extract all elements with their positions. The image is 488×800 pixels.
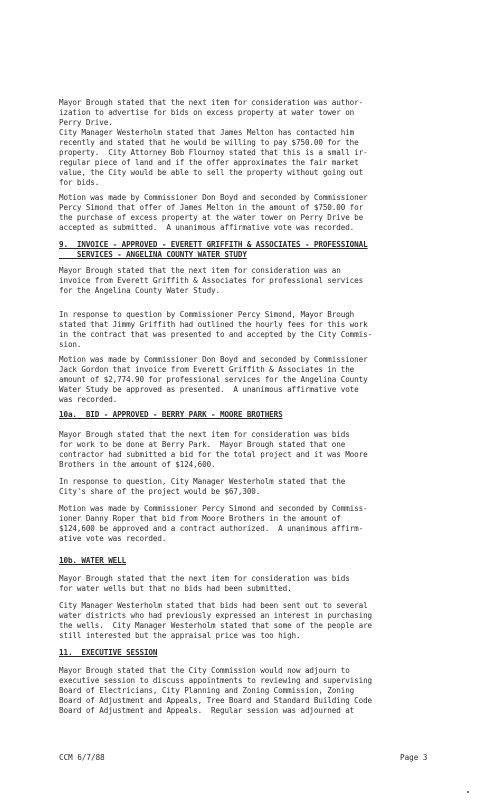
text-line: City Manager Westerholm stated that James Melton has contacted him — [59, 128, 355, 137]
text-line: 11. EXECUTIVE SESSION — [59, 648, 158, 657]
text-line: amount of $2,774.90 for professional services for the Angelina County — [59, 375, 368, 384]
text-line: Mayor Brough stated that the next item for consideration was bids — [59, 430, 350, 439]
text-line: contractor had submitted a bid for the total project and it was Moore — [59, 450, 368, 459]
text-line: for the Angelina County Water Study. — [59, 286, 220, 295]
text-line: property. City Attorney Bob Flournoy stated that this is a small ir- — [59, 148, 368, 157]
text-line: the purchase of excess property at the water tower on Perry Drive be — [59, 213, 364, 222]
text-line: ioner Danny Roper that bid from Moore Brothers in the amount of — [59, 514, 341, 523]
text-line: sion. — [59, 340, 82, 349]
text-line: value, the City would be able to sell the property without going out — [59, 168, 364, 177]
text-line: for water wells but that no bids had been submitted. — [59, 584, 292, 593]
paragraph-advertise-bids — [59, 98, 451, 128]
text-line: In response to question by Commissioner Percy Simond, Mayor Brough — [59, 310, 355, 319]
paragraph-motion-invoice — [59, 355, 451, 405]
scan-speck — [467, 791, 469, 793]
text-line: Jack Gordon that invoice from Everett Griffith & Associates in the — [59, 365, 355, 374]
text-line: Mayor Brough stated that the next item for consideration was author- — [59, 98, 364, 107]
text-line: was recorded. — [59, 395, 118, 404]
text-line: 10b. WATER WELL — [59, 556, 127, 565]
text-line: Motion was made by Commissioner Don Boyd and seconded by Commissioner — [59, 355, 368, 364]
text-line: Percy Simond that offer of James Melton in the amount of $750.00 for — [59, 203, 364, 212]
text-line: Board of Adjustment and Appeals, Tree Board and Standard Building Code — [59, 696, 373, 705]
text-line: Motion was made by Commissioner Percy Simond and seconded by Commiss- — [59, 504, 368, 513]
text-line: stated that Jimmy Griffith had outlined the hourly fees for this work — [59, 320, 368, 329]
text-line: water districts who had previously expressed an interest in purchasing — [59, 611, 373, 620]
text-line: executive session to discuss appointments to reviewing and supervising — [59, 676, 373, 685]
text-line: Motion was made by Commissioner Don Boyd and seconded by Commissioner — [59, 193, 368, 202]
text-line: SERVICES - ANGELINA COUNTY WATER STUDY — [59, 250, 247, 259]
text-line: Water Study be approved as presented. A unanimous affirmative vote — [59, 385, 359, 394]
heading-item-10a — [59, 410, 451, 420]
text-line: Mayor Brough stated that the next item for consideration was bids — [59, 574, 350, 583]
paragraph-water-well-bids — [59, 574, 451, 594]
paragraph-invoice-intro — [59, 266, 451, 296]
text-line: invoice from Everett Griffith & Associates for professional services — [59, 276, 364, 285]
paragraph-griffith-fees — [59, 310, 451, 350]
heading-item-10b — [59, 556, 451, 566]
text-line: Brothers in the amount of $124,600. — [59, 460, 216, 469]
text-line: ization to advertise for bids on excess property at water tower on — [59, 108, 355, 117]
text-line: Mayor Brough stated that the next item for consideration was an — [59, 266, 341, 275]
text-line: Perry Drive. — [59, 118, 113, 127]
text-line: City's share of the project would be $67,300. — [59, 487, 261, 496]
text-line: still interested but the appraisal price was too high. — [59, 631, 301, 640]
text-line: Board of Electricians, City Planning and Zoning Commission, Zoning — [59, 686, 355, 695]
footer-page-number: Page 3 — [400, 753, 428, 762]
text-line: ative vote was recorded. — [59, 534, 167, 543]
paragraph-motion-melton — [59, 193, 451, 233]
text-line: for work to be done at Berry Park. Mayor Brough stated that one — [59, 440, 346, 449]
paragraph-melton-offer — [59, 128, 451, 188]
text-line: in the contract that was presented to and accepted by the City Commis- — [59, 330, 373, 339]
text-line: $124,600 be approved and a contract authorized. A unanimous affirm- — [59, 524, 364, 533]
paragraph-water-districts — [59, 601, 451, 641]
text-line: accepted as submitted. A unanimous affirmative vote was recorded. — [59, 223, 355, 232]
text-line: In response to question, City Manager Westerholm stated that the — [59, 477, 346, 486]
text-line: 10a. BID - APPROVED - BERRY PARK - MOORE BROTHERS — [59, 410, 283, 419]
paragraph-motion-moore — [59, 504, 451, 544]
text-line: City Manager Westerholm stated that bids had been sent out to several — [59, 601, 368, 610]
heading-item-11 — [59, 648, 451, 658]
heading-item-9 — [59, 240, 451, 260]
paragraph-berry-park-bids — [59, 430, 451, 470]
text-line: regular piece of land and if the offer approximates the fair market — [59, 158, 359, 167]
text-line: 9. INVOICE - APPROVED - EVERETT GRIFFITH & ASSOCIATES - PROFESSIONAL — [59, 240, 368, 249]
text-line: recently and stated that he would be willing to pay $750.00 for the — [59, 138, 359, 147]
paragraph-city-share — [59, 477, 451, 497]
text-line: for bids. — [59, 178, 100, 187]
text-line: Board of Adjustment and Appeals. Regular session was adjourned at — [59, 706, 355, 715]
text-line: the wells. City Manager Westerholm stated that some of the people are — [59, 621, 373, 630]
footer-meeting-date: CCM 6/7/88 — [59, 753, 105, 762]
paragraph-executive-session — [59, 666, 451, 716]
text-line: Mayor Brough stated that the City Commission would now adjourn to — [59, 666, 350, 675]
